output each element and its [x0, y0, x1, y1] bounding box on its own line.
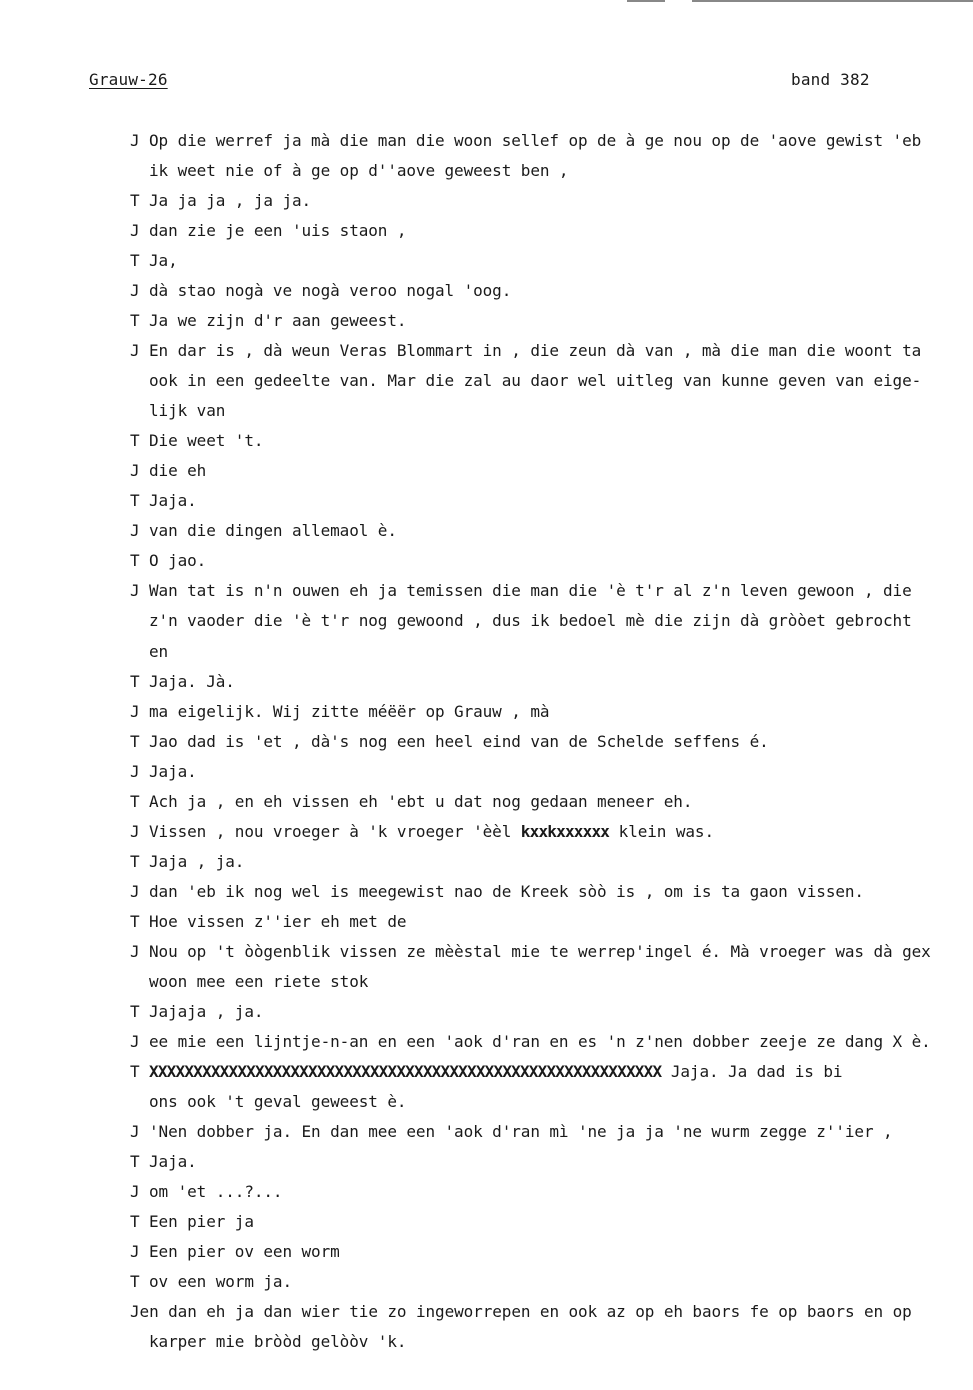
utterance-text: 'Nen dobber ja. En dan mee een 'aok d'ran mì 'ne ja ja 'ne wurm zegge z''ier ,: [149, 1121, 893, 1141]
transcript-line: [0, 1297, 973, 1327]
utterance-text: Hoe vissen z''ier eh met de: [149, 911, 407, 931]
utterance-text: Een pier ov een worm: [149, 1242, 340, 1262]
speaker-label: J: [130, 821, 140, 841]
transcript-line: [0, 817, 973, 847]
transcript-line: [0, 486, 973, 516]
transcript-line: [0, 366, 973, 396]
utterance-text: ma eigelijk. Wij zitte méëër op Grauw , mà: [149, 701, 550, 721]
tape-number: band 382: [791, 70, 870, 89]
transcript-line: [0, 1207, 973, 1237]
transcript-line: [0, 1327, 973, 1357]
speaker-label: J: [130, 521, 140, 541]
speaker-label: T: [130, 671, 140, 691]
speaker-label: T: [130, 1272, 140, 1292]
utterance-text: die eh: [149, 461, 207, 481]
transcript-line: [0, 456, 973, 486]
utterance-text: Jaja.: [149, 761, 197, 781]
transcript-line: [0, 1117, 973, 1147]
transcript-line: [0, 1087, 973, 1117]
utterance-text: Ach ja , en eh vissen eh 'ebt u dat nog gedaan meneer eh.: [149, 791, 693, 811]
utterance-text: Vissen , nou vroeger à 'k vroeger 'èèl kxxkxxxxxx klein was.: [149, 821, 714, 841]
transcript-line: [0, 186, 973, 216]
top-rule-left: [627, 0, 665, 2]
transcript-line: [0, 1027, 973, 1057]
transcript-line: [0, 606, 973, 636]
transcript-line: [0, 937, 973, 967]
utterance-text: om 'et ...?...: [149, 1182, 283, 1202]
speaker-label: T: [130, 1152, 140, 1172]
top-rule-right: [692, 0, 973, 2]
utterance-text: Jaja.: [149, 491, 197, 511]
utterance-text: Jen dan eh ja dan wier tie zo ingeworrepen en ook az op eh baors fe op baors en op: [130, 1302, 912, 1322]
transcript-line: [0, 787, 973, 817]
speaker-label: T: [130, 791, 140, 811]
transcript-line: [0, 1237, 973, 1267]
transcript-line: [0, 1177, 973, 1207]
struck-out-text: kxxkxxxxxx: [520, 821, 610, 841]
utterance-text: dan zie je een 'uis staon ,: [149, 221, 407, 241]
transcript-line: [0, 1147, 973, 1177]
utterance-text: Een pier ja: [149, 1212, 254, 1232]
transcript-line: [0, 637, 973, 667]
speaker-label: J: [130, 281, 140, 301]
speaker-label: J: [130, 701, 140, 721]
speaker-label: T: [130, 311, 140, 331]
utterance-text: En dar is , dà weun Veras Blommart in , die zeun dà van , mà die man die woont ta: [149, 341, 922, 361]
utterance-text: woon mee een riete stok: [149, 971, 369, 991]
utterance-text: karper mie bròòd gelòòv 'k.: [149, 1332, 407, 1352]
utterance-text: Ja,: [149, 251, 178, 271]
speaker-label: T: [130, 251, 140, 271]
transcript-line: [0, 727, 973, 757]
speaker-label: T: [130, 731, 140, 751]
utterance-text: dan 'eb ik nog wel is meegewist nao de Kreek sòò is , om is ta gaon vissen.: [149, 881, 864, 901]
speaker-label: J: [130, 761, 140, 781]
speaker-label: T: [130, 551, 140, 571]
utterance-text: ov een worm ja.: [149, 1272, 292, 1292]
speaker-label: J: [130, 1031, 140, 1051]
speaker-label: J: [130, 941, 140, 961]
transcript-line: [0, 276, 973, 306]
speaker-label: J: [130, 1182, 140, 1202]
utterance-text: XXXXXXXXXXXXXXXXXXXXXXXXXXXXXXXXXXXXXXXXXXXXXXXXXXXXXXXXXX Jaja. Ja dad is bi: [149, 1061, 843, 1081]
transcript-line: [0, 997, 973, 1027]
speaker-label: J: [130, 131, 140, 150]
transcript-line: [0, 667, 973, 697]
utterance-text: z'n vaoder die 'è t'r nog gewoond , dus ik bedoel mè die zijn dà gròòet gebrocht: [149, 611, 912, 631]
speaker-label: T: [130, 191, 140, 211]
speaker-label: T: [130, 911, 140, 931]
transcript-line: [0, 426, 973, 456]
speaker-label: T: [130, 851, 140, 871]
transcript-line: [0, 757, 973, 787]
utterance-text: O jao.: [149, 551, 207, 571]
utterance-text: van die dingen allemaol è.: [149, 521, 397, 541]
utterance-text: Jaja.: [149, 1152, 197, 1172]
utterance-text: Die weet 't.: [149, 431, 264, 451]
speaker-label: J: [130, 1242, 140, 1262]
transcript-line: [0, 546, 973, 576]
transcript-line: [0, 516, 973, 546]
transcript-line: [0, 156, 973, 186]
utterance-text: Ja ja ja , ja ja.: [149, 191, 312, 211]
transcript-line: [0, 336, 973, 366]
transcript-line: [0, 306, 973, 336]
transcript-line: [0, 907, 973, 937]
speaker-label: J: [130, 221, 140, 241]
utterance-text: ook in een gedeelte van. Mar die zal au daor wel uitleg van kunne geven van eige-: [149, 371, 922, 391]
utterance-text: en: [149, 641, 169, 661]
utterance-text: Nou op 't òògenblik vissen ze mèèstal mie te werrep'ingel é. Mà vroeger was dà gex: [149, 941, 931, 961]
transcript-line: [0, 246, 973, 276]
utterance-text: dà stao nogà ve nogà veroo nogal 'oog.: [149, 281, 512, 301]
speaker-label: J: [130, 461, 140, 481]
utterance-text: Ja we zijn d'r aan geweest.: [149, 311, 407, 331]
utterance-text: Jao dad is 'et , dà's nog een heel eind van de Schelde seffens é.: [149, 731, 769, 751]
utterance-text: Jaja , ja.: [149, 851, 245, 871]
speaker-label: J: [130, 881, 140, 901]
transcript-line: [0, 216, 973, 246]
transcript-line: [0, 967, 973, 997]
speaker-label: T: [130, 491, 140, 511]
utterance-text: lijk van: [149, 401, 226, 421]
utterance-text: Jaja. Jà.: [149, 671, 235, 691]
utterance-text: ee mie een lijntje-n-an en een 'aok d'ran en es 'n z'nen dobber zeeje ze dang X è.: [149, 1031, 931, 1051]
struck-out-text: XXXXXXXXXXXXXXXXXXXXXXXXXXXXXXXXXXXXXXXXXXXXXXXXXXXXXXXXXX: [149, 1061, 662, 1081]
speaker-label: T: [130, 1061, 140, 1081]
speaker-label: J: [130, 1121, 140, 1141]
transcript-line: [0, 877, 973, 907]
utterance-text: Jajaja , ja.: [149, 1001, 264, 1021]
speaker-label: J: [130, 581, 140, 601]
transcript-line: [0, 697, 973, 727]
speaker-label: T: [130, 1212, 140, 1232]
transcript-line: [0, 847, 973, 877]
utterance-text: ik weet nie of à ge op d''aove geweest ben ,: [149, 161, 569, 181]
utterance-text: Op die werref ja mà die man die woon sellef op de à ge nou op de 'aove gewist 'eb: [149, 131, 922, 150]
speaker-label: T: [130, 1001, 140, 1021]
transcript-line: [0, 1267, 973, 1297]
speaker-label: T: [130, 431, 140, 451]
utterance-text: Wan tat is n'n ouwen eh ja temissen die man die 'è t'r al z'n leven gewoon , die: [149, 581, 912, 601]
document-code: Grauw-26: [89, 70, 168, 89]
transcript-line: [0, 1057, 973, 1087]
utterance-text: ons ook 't geval geweest è.: [149, 1091, 407, 1111]
transcript-line: [0, 396, 973, 426]
transcript-line: [0, 576, 973, 606]
transcript-line: [0, 126, 973, 156]
speaker-label: J: [130, 341, 140, 361]
